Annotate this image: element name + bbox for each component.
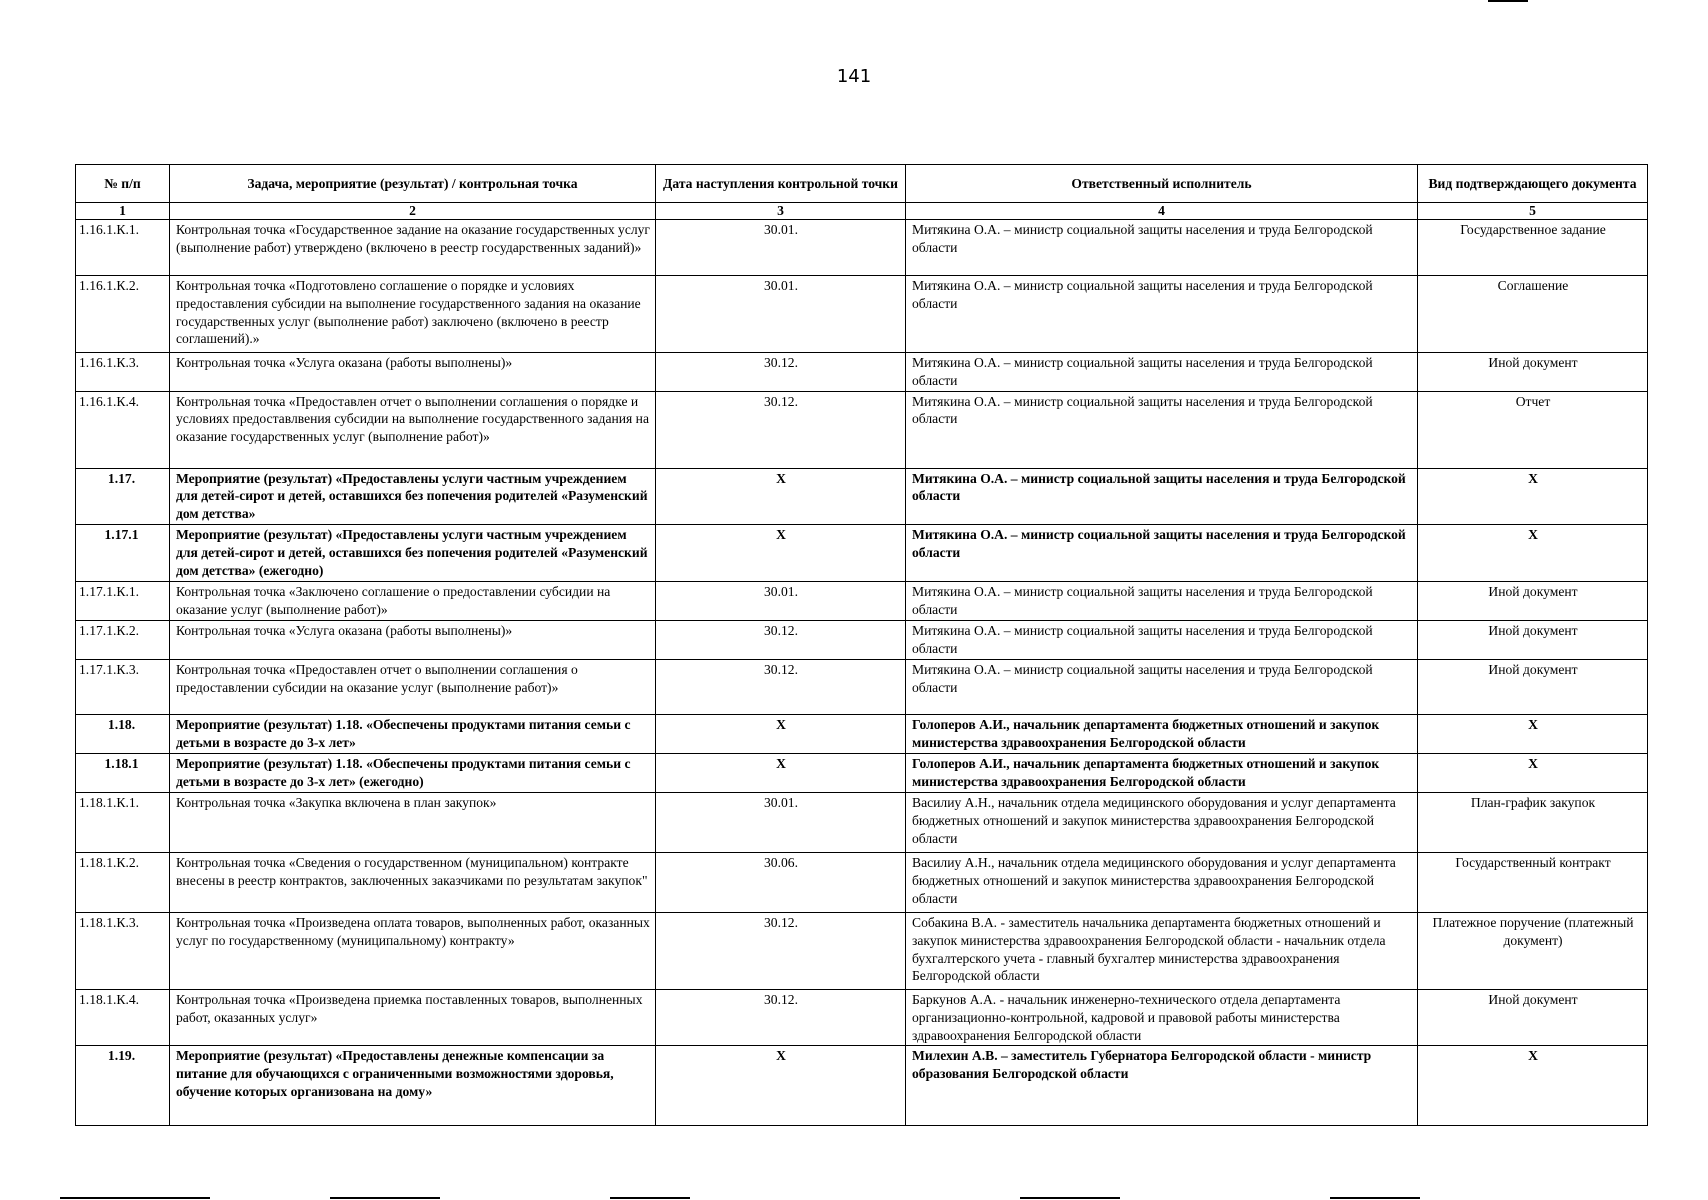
row-number: 1.19.: [76, 1046, 170, 1126]
column-number: 2: [170, 203, 656, 220]
scan-edge-mark: [330, 1197, 440, 1199]
plan-table: [75, 164, 1648, 1126]
row-document-type: Иной документ: [1418, 989, 1648, 1046]
row-number: 1.17.1: [76, 525, 170, 582]
row-document-type: Государственный контракт: [1418, 852, 1648, 912]
row-responsible: Собакина В.А. - заместитель начальника департамента бюджетных отношений и закупок министерства здравоохранения Белгородской области - начальник отдела бухгалтерского учета - главный бухгалтер министерства здравоохранения Белгородской области: [906, 912, 1418, 989]
row-task: Контрольная точка «Услуга оказана (работы выполнены)»: [170, 352, 656, 391]
row-number: 1.18.: [76, 714, 170, 753]
row-document-type: План-график закупок: [1418, 792, 1648, 852]
row-task: Контрольная точка «Произведена приемка поставленных товаров, выполненных работ, оказанных услуг»: [170, 989, 656, 1046]
scan-edge-mark: [610, 1197, 690, 1199]
table-row: [76, 468, 1648, 525]
table-row: [76, 621, 1648, 660]
row-responsible: Митякина О.А. – министр социальной защиты населения и труда Белгородской области: [906, 352, 1418, 391]
table-body: [76, 219, 1648, 1126]
table-row: [76, 219, 1648, 275]
column-number: 3: [656, 203, 906, 220]
row-document-type: Иной документ: [1418, 621, 1648, 660]
row-task: Мероприятие (результат) «Предоставлены денежные компенсации за питание для обучающихся с ограниченными возможностями здоровья, обучение которых организована на дому»: [170, 1046, 656, 1126]
table-row: [76, 582, 1648, 621]
table-row: [76, 852, 1648, 912]
row-number: 1.16.1.К.2.: [76, 275, 170, 352]
row-responsible: Василиу А.Н., начальник отдела медицинского оборудования и услуг департамента бюджетных отношений и закупок министерства здравоохранения Белгородской области: [906, 852, 1418, 912]
table-row: [76, 352, 1648, 391]
table-row: [76, 391, 1648, 468]
row-date: X: [656, 525, 906, 582]
row-date: 30.01.: [656, 792, 906, 852]
row-task: Контрольная точка «Закупка включена в план закупок»: [170, 792, 656, 852]
scan-edge-mark: [1020, 1197, 1120, 1199]
column-number: 5: [1418, 203, 1648, 220]
row-responsible: Митякина О.А. – министр социальной защиты населения и труда Белгородской области: [906, 659, 1418, 714]
row-task: Контрольная точка «Произведена оплата товаров, выполненных работ, оказанных услуг по государственному (муниципальному) контракту»: [170, 912, 656, 989]
row-number: 1.16.1.К.3.: [76, 352, 170, 391]
row-date: 30.12.: [656, 989, 906, 1046]
table-row: [76, 714, 1648, 753]
row-task: Мероприятие (результат) 1.18. «Обеспечены продуктами питания семьи с детьми в возрасте до 3-х лет» (ежегодно): [170, 753, 656, 792]
row-responsible: Митякина О.А. – министр социальной защиты населения и труда Белгородской области: [906, 621, 1418, 660]
row-number: 1.18.1.К.2.: [76, 852, 170, 912]
row-date: 30.06.: [656, 852, 906, 912]
row-responsible: Голоперов А.И., начальник департамента бюджетных отношений и закупок министерства здравоохранения Белгородской области: [906, 753, 1418, 792]
row-document-type: X: [1418, 753, 1648, 792]
table-row: [76, 989, 1648, 1046]
row-number: 1.17.1.К.3.: [76, 659, 170, 714]
row-task: Контрольная точка «Заключено соглашение о предоставлении субсидии на оказание услуг (выполнение работ)»: [170, 582, 656, 621]
row-date: 30.12.: [656, 391, 906, 468]
row-number: 1.18.1.К.1.: [76, 792, 170, 852]
row-number: 1.17.: [76, 468, 170, 525]
row-document-type: X: [1418, 468, 1648, 525]
row-date: 30.12.: [656, 659, 906, 714]
row-document-type: Государственное задание: [1418, 219, 1648, 275]
row-task: Контрольная точка «Подготовлено соглашение о порядке и условиях предоставления субсидии на выполнение государственного задания на оказание государственных услуг (выполнение работ) заключено (включено в реестр соглашений).»: [170, 275, 656, 352]
row-document-type: Платежное поручение (платежный документ): [1418, 912, 1648, 989]
table-row: [76, 792, 1648, 852]
row-document-type: X: [1418, 525, 1648, 582]
row-number: 1.18.1.К.4.: [76, 989, 170, 1046]
header-num: № п/п: [76, 165, 170, 203]
row-number: 1.17.1.К.1.: [76, 582, 170, 621]
header-date: Дата наступления контрольной точки: [656, 165, 906, 203]
row-responsible: Голоперов А.И., начальник департамента бюджетных отношений и закупок министерства здравоохранения Белгородской области: [906, 714, 1418, 753]
row-task: Контрольная точка «Предоставлен отчет о выполнении соглашения о порядке и условиях предоставлвения субсидии на выполнение государственного задания на оказание государственных услуг (выполнение работ)»: [170, 391, 656, 468]
row-document-type: X: [1418, 1046, 1648, 1126]
row-task: Контрольная точка «Государственное задание на оказание государственных услуг (выполнение работ) утверждено (включено в реестр государственных заданий)»: [170, 219, 656, 275]
row-responsible: Милехин А.В. – заместитель Губернатора Белгородской области - министр образования Белгородской области: [906, 1046, 1418, 1126]
header-responsible: Ответственный исполнитель: [906, 165, 1418, 203]
row-date: X: [656, 1046, 906, 1126]
column-number: 1: [76, 203, 170, 220]
row-task: Мероприятие (результат) 1.18. «Обеспечены продуктами питания семьи с детьми в возрасте до 3-х лет»: [170, 714, 656, 753]
row-responsible: Митякина О.А. – министр социальной защиты населения и труда Белгородской области: [906, 468, 1418, 525]
row-responsible: Митякина О.А. – министр социальной защиты населения и труда Белгородской области: [906, 525, 1418, 582]
table-row: [76, 912, 1648, 989]
row-responsible: Митякина О.А. – министр социальной защиты населения и труда Белгородской области: [906, 391, 1418, 468]
row-document-type: X: [1418, 714, 1648, 753]
row-document-type: Отчет: [1418, 391, 1648, 468]
row-number: 1.18.1.К.3.: [76, 912, 170, 989]
row-responsible: Митякина О.А. – министр социальной защиты населения и труда Белгородской области: [906, 275, 1418, 352]
row-date: 30.12.: [656, 352, 906, 391]
row-date: 30.12.: [656, 621, 906, 660]
row-date: X: [656, 468, 906, 525]
row-responsible: Василиу А.Н., начальник отдела медицинского оборудования и услуг департамента бюджетных отношений и закупок министерства здравоохранения Белгородской области: [906, 792, 1418, 852]
row-number: 1.17.1.К.2.: [76, 621, 170, 660]
table-row: [76, 1046, 1648, 1126]
table-row: [76, 275, 1648, 352]
page-number: 141: [836, 66, 872, 87]
row-task: Контрольная точка «Предоставлен отчет о выполнении соглашения о предоставлении субсидии на оказание услуг (выполнение работ)»: [170, 659, 656, 714]
row-task: Контрольная точка «Сведения о государственном (муниципальном) контракте внесены в реестр контрактов, заключенных заказчиками по результатам закупок": [170, 852, 656, 912]
table-row: [76, 753, 1648, 792]
row-document-type: Иной документ: [1418, 352, 1648, 391]
row-date: X: [656, 714, 906, 753]
row-task: Мероприятие (результат) «Предоставлены услуги частным учреждением для детей-сирот и детей, оставшихся без попечения родителей «Разуменский дом детства» (ежегодно): [170, 525, 656, 582]
row-responsible: Митякина О.А. – министр социальной защиты населения и труда Белгородской области: [906, 219, 1418, 275]
header-task: Задача, мероприятие (результат) / контрольная точка: [170, 165, 656, 203]
row-document-type: Иной документ: [1418, 582, 1648, 621]
row-task: Контрольная точка «Услуга оказана (работы выполнены)»: [170, 621, 656, 660]
row-number: 1.16.1.К.1.: [76, 219, 170, 275]
column-number-row: [76, 203, 1648, 220]
scan-edge-mark: [60, 1197, 210, 1199]
row-date: 30.12.: [656, 912, 906, 989]
row-document-type: Иной документ: [1418, 659, 1648, 714]
row-responsible: Баркунов А.А. - начальник инженерно-технического отдела департамента организационно-контрольной, кадровой и правовой работы министерства здравоохранения Белгородской области: [906, 989, 1418, 1046]
column-number: 4: [906, 203, 1418, 220]
row-date: 30.01.: [656, 582, 906, 621]
row-document-type: Соглашение: [1418, 275, 1648, 352]
row-number: 1.16.1.К.4.: [76, 391, 170, 468]
header-doc: Вид подтверждающего документа: [1418, 165, 1648, 203]
table-row: [76, 525, 1648, 582]
row-responsible: Митякина О.А. – министр социальной защиты населения и труда Белгородской области: [906, 582, 1418, 621]
scan-edge-mark: [1488, 0, 1528, 2]
row-task: Мероприятие (результат) «Предоставлены услуги частным учреждением для детей-сирот и детей, оставшихся без попечения родителей «Разуменский дом детства»: [170, 468, 656, 525]
table-row: [76, 659, 1648, 714]
row-date: 30.01.: [656, 219, 906, 275]
row-date: X: [656, 753, 906, 792]
scan-edge-mark: [1330, 1197, 1420, 1199]
row-date: 30.01.: [656, 275, 906, 352]
row-number: 1.18.1: [76, 753, 170, 792]
